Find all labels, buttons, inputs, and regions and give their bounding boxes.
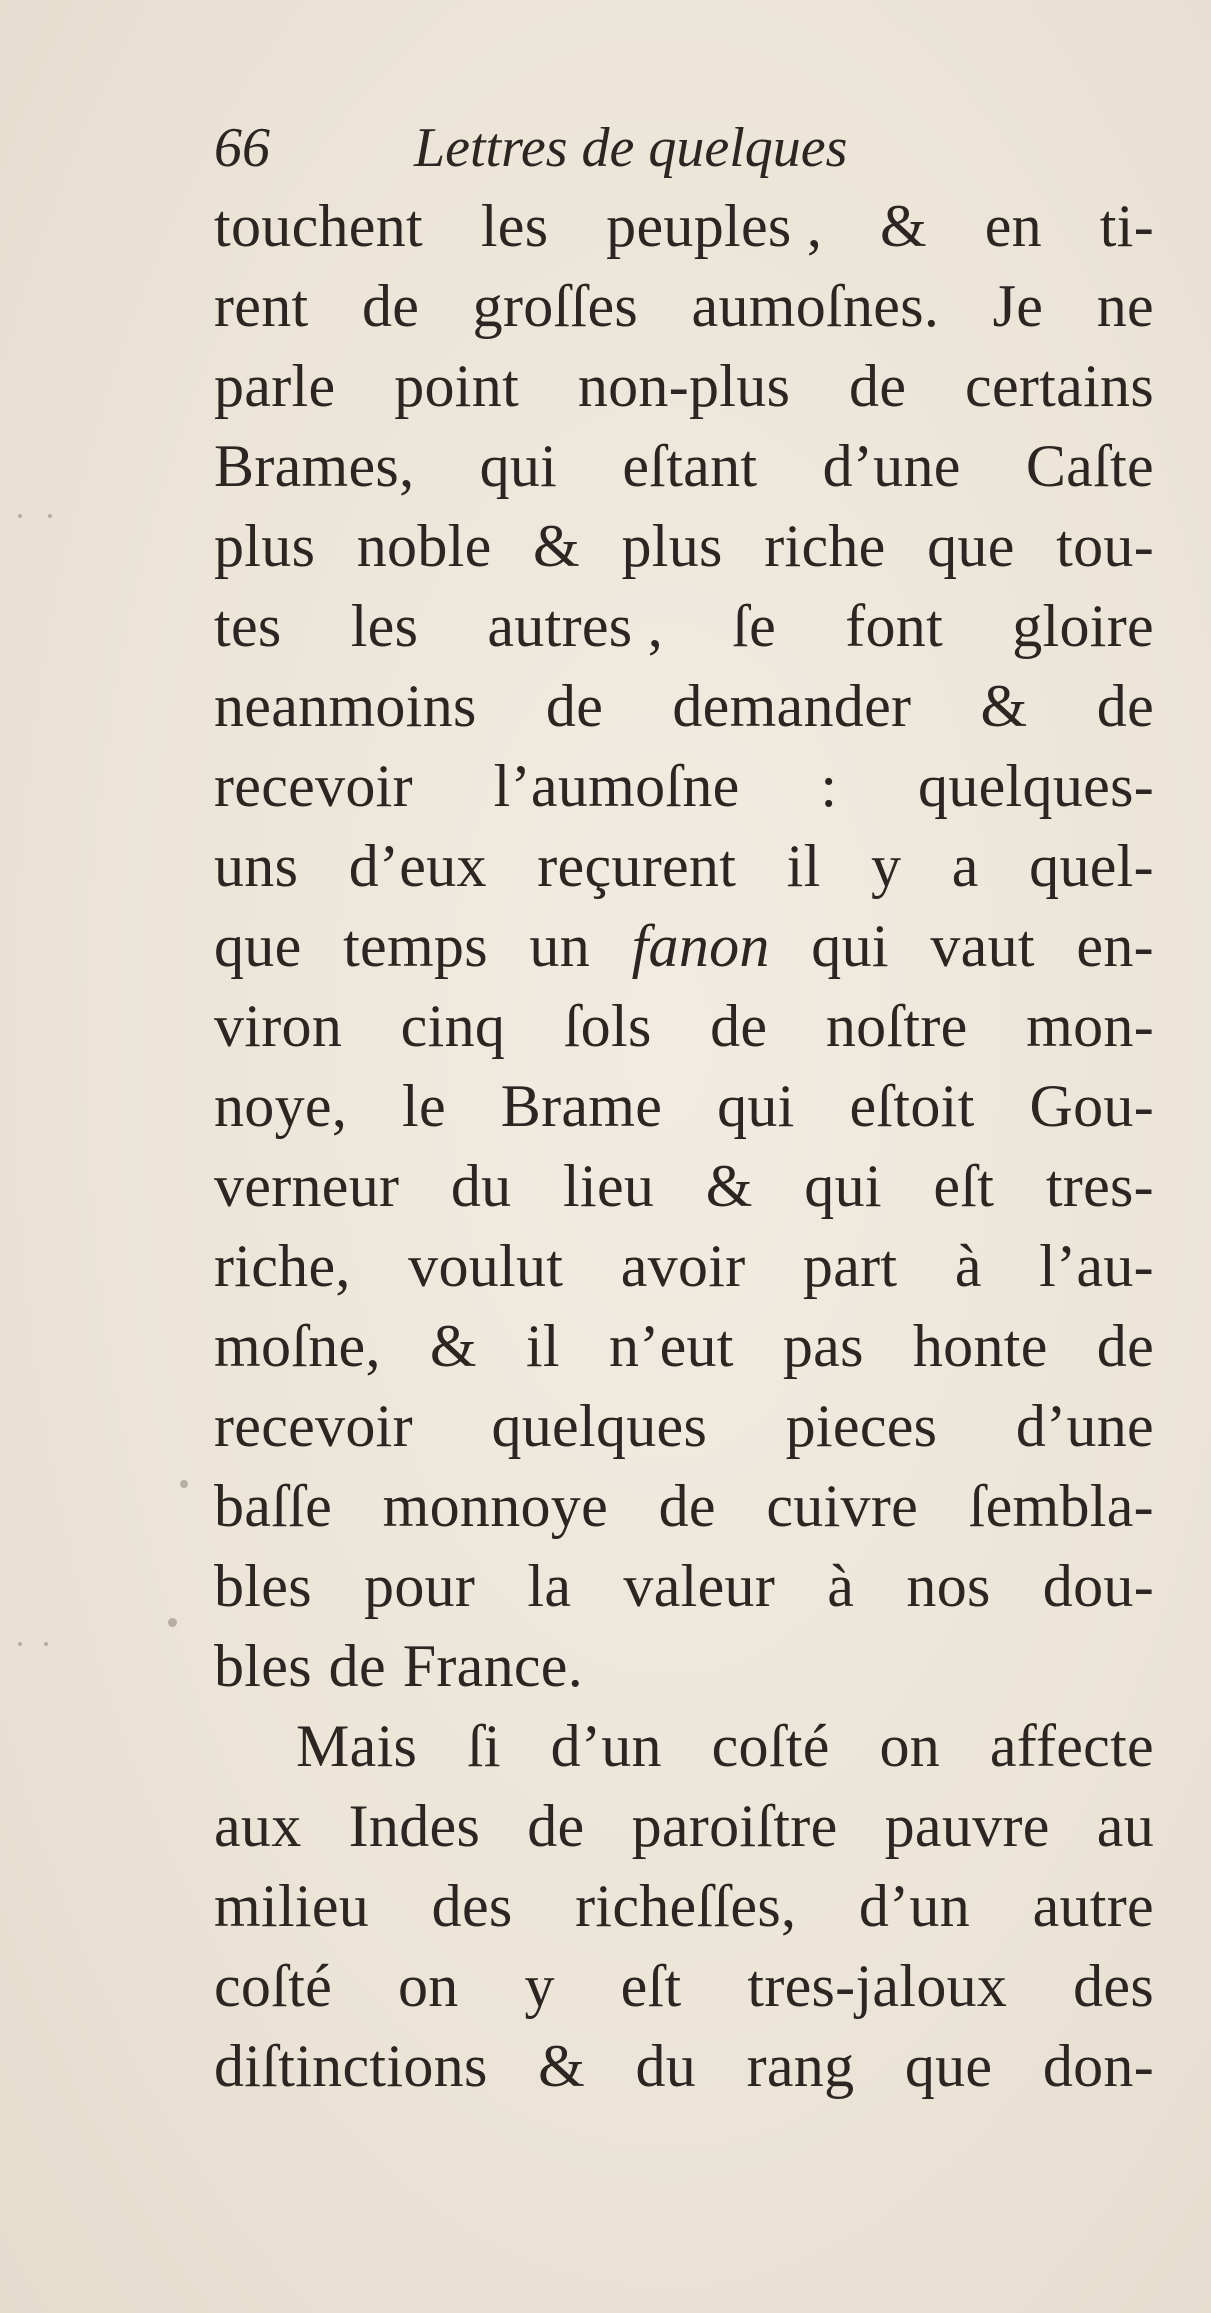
text-line [214, 1786, 1154, 1866]
word: honte [912, 1313, 1048, 1379]
word: autre [1032, 1873, 1154, 1939]
word: non-plus [577, 353, 791, 419]
word: quelques- [918, 753, 1154, 819]
word: tres- [1045, 1153, 1154, 1219]
text-line [214, 1306, 1154, 1386]
word: noſtre [825, 993, 968, 1059]
text-line [214, 906, 1154, 986]
word: peuples , [606, 193, 823, 259]
text-line [214, 1626, 1154, 1706]
word: Brame [500, 1073, 663, 1139]
text-line [214, 1146, 1154, 1226]
word: le [402, 1073, 446, 1139]
word: d’un [858, 1873, 971, 1939]
running-header [214, 108, 1094, 188]
word: noble [356, 513, 492, 579]
word: baſſe [214, 1473, 333, 1539]
word: diſtinctions [214, 2033, 488, 2099]
word: quel- [1029, 833, 1154, 899]
word: eſtant [622, 433, 758, 499]
text-line [214, 426, 1154, 506]
word: demander [672, 673, 912, 739]
paper-speck [168, 1618, 177, 1627]
word: uns [214, 833, 299, 899]
word: qui [479, 433, 558, 499]
text-line [214, 1226, 1154, 1306]
word: Mais [296, 1713, 418, 1779]
word: autres , [487, 593, 664, 659]
word: & [533, 513, 580, 579]
word: pieces [785, 1393, 938, 1459]
word: il [525, 1313, 560, 1379]
word: & [705, 1153, 753, 1219]
word: y [524, 1953, 555, 2019]
word: lieu [563, 1153, 655, 1219]
word: pour [364, 1553, 476, 1619]
word: du [635, 2033, 697, 2099]
text-line [214, 186, 1154, 266]
word: aux [214, 1793, 302, 1859]
word: affecte [989, 1713, 1154, 1779]
word: eſt [620, 1953, 682, 2019]
word: certains [965, 353, 1154, 419]
word: neanmoins [214, 673, 477, 739]
word: de [658, 1473, 716, 1539]
word: vaut [930, 913, 1035, 979]
word: Caſte [1025, 433, 1154, 499]
word: France. [402, 1633, 584, 1699]
word: nos [906, 1553, 991, 1619]
text-line [214, 266, 1154, 346]
word: ſe [732, 593, 777, 659]
word: de [545, 673, 604, 739]
word: milieu [214, 1873, 370, 1939]
text-line [214, 1866, 1154, 1946]
word: dou- [1042, 1553, 1154, 1619]
text-line [214, 346, 1154, 426]
word: point [394, 353, 520, 419]
word: & [429, 1313, 477, 1379]
word: cuivre [766, 1473, 919, 1539]
word: on [879, 1713, 941, 1779]
word: de [527, 1793, 585, 1859]
word: les [350, 593, 419, 659]
word: de [361, 273, 420, 339]
paper-speck [44, 1642, 48, 1646]
word: parle [214, 353, 336, 419]
word: ſembla- [968, 1473, 1154, 1539]
word: en [984, 193, 1042, 259]
word: plus [214, 513, 316, 579]
word: ſols [563, 993, 652, 1059]
word: que [214, 913, 302, 979]
running-title: Lettres de quelques [414, 117, 848, 179]
word: verneur [214, 1153, 400, 1219]
word: viron [214, 993, 343, 1059]
word: mon- [1026, 993, 1154, 1059]
text-line [214, 1466, 1154, 1546]
word: moſne, [214, 1313, 381, 1379]
word: riche [764, 513, 886, 579]
paper-speck [18, 514, 22, 518]
word: rent [214, 273, 309, 339]
word: qui [811, 913, 889, 979]
word: plus [621, 513, 723, 579]
word: font [845, 593, 944, 659]
word: cinq [400, 993, 506, 1059]
word: n’eut [609, 1313, 734, 1379]
word: des [431, 1873, 513, 1939]
word: tou- [1056, 513, 1154, 579]
word: de [1096, 673, 1154, 739]
word: d’un [550, 1713, 662, 1779]
word: groſſes [472, 273, 639, 339]
text-line [214, 1546, 1154, 1626]
word: que [904, 2033, 993, 2099]
word: pauvre [884, 1793, 1050, 1859]
word: richeſſes, [575, 1873, 797, 1939]
word: Gou- [1029, 1073, 1154, 1139]
word: aumoſnes. [691, 273, 940, 339]
word: de [328, 1633, 386, 1699]
word: du [450, 1153, 512, 1219]
word: gloire [1012, 593, 1154, 659]
word: y [871, 833, 902, 899]
text-line [214, 1946, 1154, 2026]
body-text [214, 186, 1154, 2106]
word: au [1096, 1793, 1154, 1859]
text-line [214, 826, 1154, 906]
word: eſt [933, 1153, 995, 1219]
word: les [480, 193, 549, 259]
text-line [214, 986, 1154, 1066]
word: de [1096, 1313, 1154, 1379]
page-number: 66 [214, 117, 270, 179]
word: d’une [1015, 1393, 1154, 1459]
word: valeur [623, 1553, 776, 1619]
word: coſté [711, 1713, 830, 1779]
word: noye, [214, 1073, 348, 1139]
word: recevoir [214, 1393, 413, 1459]
text-line [214, 2026, 1154, 2106]
word: eſtoit [849, 1073, 975, 1139]
word: à [954, 1233, 982, 1299]
word: tes [214, 593, 282, 659]
text-line [214, 1706, 1154, 1786]
text-line [214, 506, 1154, 586]
word: Brames, [214, 433, 415, 499]
word: tres-jaloux [747, 1953, 1008, 2019]
word: un [529, 913, 591, 979]
word: & [980, 673, 1028, 739]
word: riche, [214, 1233, 351, 1299]
word: monnoye [382, 1473, 609, 1539]
word: coſté [214, 1953, 333, 2019]
word: touchent [214, 193, 424, 259]
word: pas [782, 1313, 864, 1379]
word: l’aumoſne [493, 753, 740, 819]
word: que [927, 513, 1015, 579]
word: de [710, 993, 768, 1059]
word: : [820, 753, 838, 819]
word: quelques [491, 1393, 708, 1459]
word: l’au- [1039, 1233, 1154, 1299]
word: temps [343, 913, 488, 979]
word: ti- [1099, 193, 1154, 259]
word: qui [804, 1153, 882, 1219]
paper-speck [180, 1480, 188, 1488]
text-line [214, 1386, 1154, 1466]
word: rang [746, 2033, 855, 2099]
word: qui [717, 1073, 795, 1139]
word: fanon [631, 913, 770, 979]
word: de [849, 353, 907, 419]
paper-speck [48, 514, 52, 518]
word: voulut [408, 1233, 564, 1299]
word: a [951, 833, 979, 899]
word: Indes [348, 1793, 481, 1859]
word: & [879, 193, 927, 259]
paper-speck [18, 1642, 22, 1646]
word: Je [992, 273, 1044, 339]
word: paroiſtre [631, 1793, 838, 1859]
word: la [527, 1553, 572, 1619]
word: d’une [822, 433, 961, 499]
word: bles [214, 1553, 312, 1619]
text-line [214, 746, 1154, 826]
word: avoir [620, 1233, 746, 1299]
word: on [397, 1953, 459, 2019]
word: don- [1042, 2033, 1154, 2099]
word: à [827, 1553, 855, 1619]
word: reçurent [537, 833, 737, 899]
word: ne [1096, 273, 1154, 339]
word: en- [1076, 913, 1154, 979]
text-line [214, 1066, 1154, 1146]
word: des [1073, 1953, 1154, 2019]
word: part [802, 1233, 898, 1299]
text-line [214, 586, 1154, 666]
text-line [214, 666, 1154, 746]
word: recevoir [214, 753, 413, 819]
word: ſi [466, 1713, 501, 1779]
word: il [786, 833, 821, 899]
word: & [538, 2033, 586, 2099]
word: d’eux [348, 833, 487, 899]
word: bles [214, 1633, 312, 1699]
